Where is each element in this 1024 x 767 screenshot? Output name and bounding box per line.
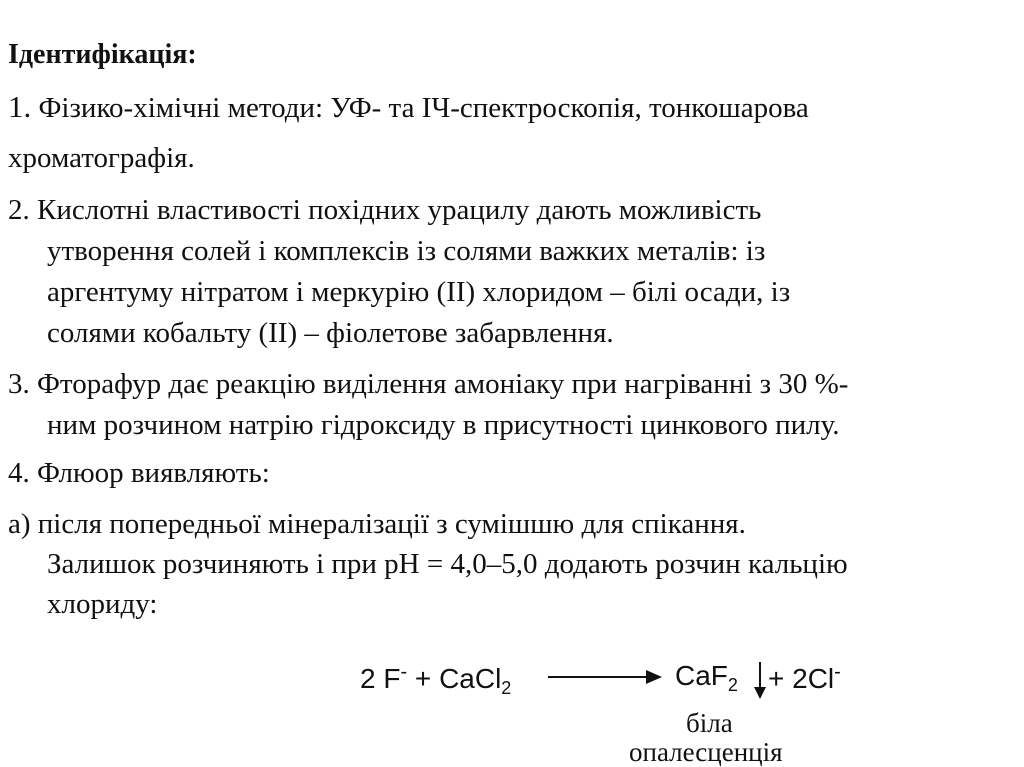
item-a-line-3: хлориду:: [47, 588, 158, 620]
precipitate-arrowhead-icon: [754, 687, 766, 699]
item-1-line-1: [8, 91, 809, 123]
item-2-line-1: 2. Кислотні властивості похідних урацилу дають можливість: [8, 194, 762, 226]
product-calcium-fluoride: CaF: [675, 660, 728, 691]
reactant-fluoride: 2 F: [360, 663, 401, 694]
reaction-product-2: [768, 662, 841, 693]
item-3-line-2: ним розчином натрію гідроксиду в присутності цинкового пилу.: [47, 409, 840, 441]
item-1-text: Фізико-хімічні методи: УФ- та ІЧ-спектроскопія, тонкошарова: [38, 92, 809, 124]
item-2-line-2: утворення солей і комплексів із солями важких металів: із: [47, 235, 766, 267]
item-2-line-4: солями кобальту (ІІ) – фіолетове забарвлення.: [47, 317, 614, 349]
precipitate-arrow-icon: [759, 662, 761, 690]
item-a-line-2: Залишок розчиняють і при рН = 4,0–5,0 додають розчин кальцію: [47, 548, 848, 580]
fluoride-charge: -: [400, 661, 408, 683]
item-3-line-1: 3. Фторафур дає реакцію виділення амоніаку при нагріванні з 30 %-: [8, 368, 849, 400]
chloride-charge: -: [834, 661, 841, 683]
product-chloride: 2Cl: [792, 663, 835, 694]
item-a-line-1: а) після попередньої мінералізації з сумішшю для спікання.: [8, 508, 746, 540]
precipitate-caption-line-1: біла: [686, 708, 733, 738]
precipitate-caption-line-2: опалесценція: [629, 737, 783, 767]
reactant-calcium-chloride: CaCl: [439, 663, 502, 694]
item-2-line-3: аргентуму нітратом і меркурію (ІІ) хлоридом – білі осади, із: [47, 276, 791, 308]
item-4-line-1: 4. Флюор виявляють:: [8, 457, 270, 489]
reaction-arrow-icon: [548, 676, 650, 678]
item-1-number: 1.: [8, 89, 32, 124]
reaction-plus-2: +: [768, 663, 785, 694]
reaction-arrowhead-icon: [646, 670, 662, 684]
slide-heading: Ідентифікація:: [8, 39, 197, 70]
item-1-line-2: хроматографія.: [8, 142, 195, 174]
calcium-fluoride-subscript: 2: [727, 675, 738, 695]
reaction-plus-1: +: [414, 663, 432, 694]
reaction-product-1: [675, 662, 738, 694]
reaction-reactants: [360, 662, 511, 697]
calcium-chloride-subscript: 2: [501, 678, 512, 698]
